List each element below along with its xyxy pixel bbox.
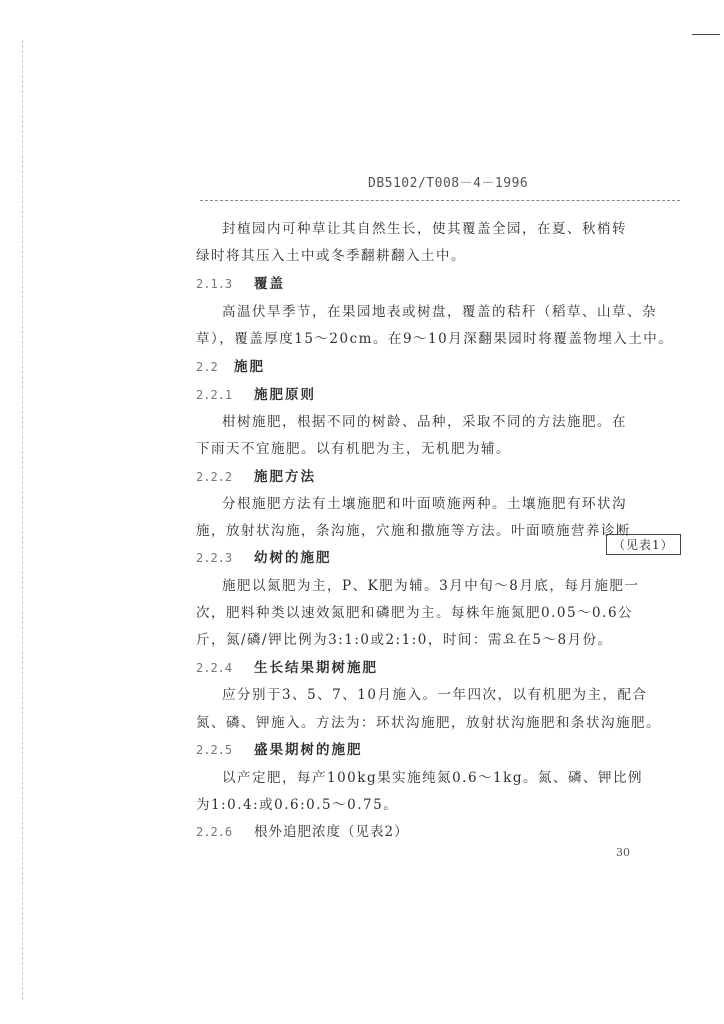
body-line: 为1:0.4:或0.6:0.5～0.75。 (196, 797, 399, 813)
section-number: 2.2.1 (196, 388, 233, 402)
body-line: 封植园内可种草让其自然生长，使其覆盖全园，在夏、秋梢转 (222, 221, 627, 237)
body-line: 下雨天不宜施肥。以有机肥为主，无机肥为辅。 (196, 441, 511, 457)
standard-code-header: DB5102/T008－4－1996 (368, 176, 529, 191)
section-title: 覆盖 (254, 276, 285, 292)
section-number: 2.2.2 (196, 470, 233, 484)
section-title: 盛果期树的施肥 (254, 742, 363, 758)
section-title: 根外追肥浓度（见表2） (254, 824, 409, 840)
scan-corner-mark (692, 34, 720, 35)
section-heading (196, 738, 363, 758)
body-line: 绿时将其压入土中或冬季翻耕翻入土中。 (196, 248, 466, 264)
table-reference-box: （见表1） (606, 534, 681, 555)
body-line: 施肥以氮肥为主，P、K肥为辅。3月中旬～8月底，每月施肥一 (222, 578, 640, 594)
body-line: 以产定肥，每产100kg果实施纯氮0.6～1kg。氮、磷、钾比例 (222, 770, 643, 786)
section-title: 幼树的施肥 (254, 550, 332, 566)
section-number: 2.2 (196, 360, 218, 374)
section-title: 生长结果期树施肥 (254, 660, 378, 676)
section-heading (196, 656, 378, 676)
section-heading (196, 355, 265, 375)
section-number: 2.2.6 (196, 825, 233, 839)
body-line: 分根施肥方法有土壤施肥和叶面喷施两种。土壤施肥有环状沟 (222, 496, 627, 512)
section-title: 施肥方法 (254, 469, 316, 485)
section-heading (196, 546, 332, 566)
section-heading (196, 820, 409, 840)
section-heading (196, 272, 285, 292)
body-line: 次，肥料种类以速效氮肥和磷肥为主。每株年施氮肥0.05～0.6公 (196, 605, 634, 621)
body-line: 斤，氮/磷/钾比例为3:1:0或2:1:0，时间：需요在5～8月份。 (196, 632, 613, 648)
body-line: 柑树施肥，根据不同的树龄、品种，采取不同的方法施肥。在 (222, 414, 627, 430)
section-number: 2.2.5 (196, 743, 233, 757)
body-line: 高温伏旱季节，在果园地表或树盘，覆盖的秸秆（稻草、山草、杂 (222, 304, 657, 320)
header-rule (200, 200, 680, 201)
body-line: 施，放射状沟施，条沟施，穴施和撒施等方法。叶面喷施营养诊断 (196, 523, 631, 539)
scan-edge-artifact (22, 40, 23, 1000)
section-heading (196, 383, 316, 403)
section-heading (196, 465, 316, 485)
section-number: 2.2.3 (196, 551, 233, 565)
body-line: 氮、磷、钾施入。方法为：环状沟施肥，放射状沟施肥和条状沟施肥。 (196, 715, 661, 731)
page-number: 30 (616, 846, 630, 859)
body-line: 应分别于3、5、7、10月施入。一年四次，以有机肥为主，配合 (222, 687, 648, 703)
section-title: 施肥原则 (254, 387, 316, 403)
section-number: 2.1.3 (196, 277, 233, 291)
body-line: 草），覆盖厚度15～20cm。在9～10月深翻果园时将覆盖物埋入土中。 (196, 331, 674, 347)
section-title: 施肥 (234, 359, 265, 375)
section-number: 2.2.4 (196, 661, 233, 675)
